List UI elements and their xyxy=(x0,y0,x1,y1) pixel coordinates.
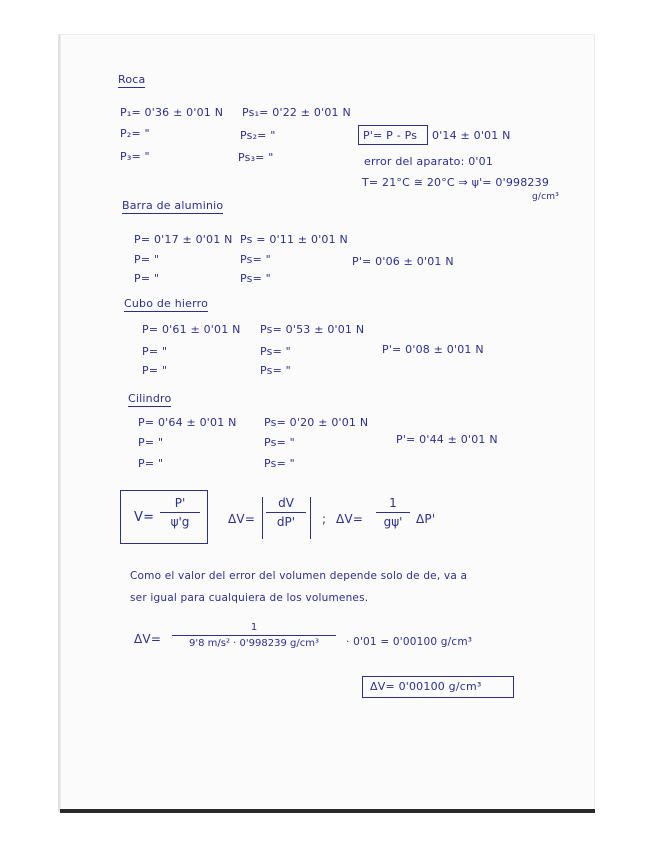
roca-ps1: Ps₁= 0'22 ± 0'01 N xyxy=(242,106,351,119)
volume-fraction xyxy=(160,496,200,529)
cilindro-result: P'= 0'44 ± 0'01 N xyxy=(396,433,498,446)
hierro-ps1: Ps= 0'53 ± 0'01 N xyxy=(260,323,365,336)
aluminio-ps2: Ps= " xyxy=(240,253,271,266)
final-result: ΔV= 0'00100 g/cm³ xyxy=(370,680,482,693)
volume-numerator: P' xyxy=(174,496,186,510)
fraction-bar xyxy=(172,635,336,636)
final-lhs: ΔV= xyxy=(134,632,162,646)
section-heading-aluminio: Barra de aluminio xyxy=(122,199,224,212)
fraction-bar xyxy=(266,512,306,513)
roca-ps2: Ps₂= " xyxy=(240,129,276,142)
cilindro-ps1: Ps= 0'20 ± 0'01 N xyxy=(264,416,369,429)
derivative-denominator: dP' xyxy=(276,515,296,529)
hierro-p3: P= " xyxy=(142,364,168,377)
hierro-ps2: Ps= " xyxy=(260,345,291,358)
section-heading-hierro: Cubo de hierro xyxy=(124,297,209,310)
aluminio-p1: P= 0'17 ± 0'01 N xyxy=(134,233,233,246)
volume-lhs: V= xyxy=(134,510,155,525)
cilindro-p2: P= " xyxy=(138,436,164,449)
roca-result: 0'14 ± 0'01 N xyxy=(432,129,511,142)
hierro-result: P'= 0'08 ± 0'01 N xyxy=(382,343,484,356)
abs-bar-right xyxy=(310,497,311,539)
roca-density-unit: g/cm³ xyxy=(532,192,560,202)
aluminio-p3: P= " xyxy=(134,272,160,285)
final-fraction xyxy=(172,622,336,649)
roca-ps3: Ps₃= " xyxy=(238,151,274,164)
derivative-fraction xyxy=(266,496,306,529)
roca-formula: P'= P - Ps xyxy=(363,129,418,142)
hierro-p1: P= 0'61 ± 0'01 N xyxy=(142,323,241,336)
page-bottom-edge xyxy=(60,809,595,813)
dv2-lhs: ΔV= xyxy=(336,512,364,526)
section-heading-roca: Roca xyxy=(118,73,146,86)
fraction-bar xyxy=(160,512,200,513)
abs-bar-left xyxy=(262,497,263,539)
roca-p2: P₂= " xyxy=(120,127,150,140)
hierro-ps3: Ps= " xyxy=(260,364,291,377)
cilindro-p3: P= " xyxy=(138,457,164,470)
note-line-2: ser igual para cualquiera de los volumenes. xyxy=(130,592,369,604)
roca-error-note: error del aparato: 0'01 xyxy=(364,155,494,168)
aluminio-p2: P= " xyxy=(134,253,160,266)
hierro-p2: P= " xyxy=(142,345,168,358)
cilindro-ps2: Ps= " xyxy=(264,436,295,449)
inverse-numerator: 1 xyxy=(389,496,397,510)
cilindro-p1: P= 0'64 ± 0'01 N xyxy=(138,416,237,429)
final-numerator: 1 xyxy=(250,622,258,633)
inverse-fraction xyxy=(376,496,410,529)
inverse-denominator: gψ' xyxy=(383,515,403,529)
final-denominator: 9'8 m/s² · 0'998239 g/cm³ xyxy=(189,638,319,649)
cilindro-ps3: Ps= " xyxy=(264,457,295,470)
dv-lhs: ΔV= xyxy=(228,512,256,526)
aluminio-result: P'= 0'06 ± 0'01 N xyxy=(352,255,454,268)
fraction-bar xyxy=(376,512,410,513)
dv2-rhs: ΔP' xyxy=(416,512,436,526)
final-rhs: · 0'01 = 0'00100 g/cm³ xyxy=(346,636,473,648)
section-heading-cilindro: Cilindro xyxy=(128,392,172,405)
roca-p1: P₁= 0'36 ± 0'01 N xyxy=(120,106,224,119)
roca-p3: P₃= " xyxy=(120,150,150,163)
aluminio-ps3: Ps= " xyxy=(240,272,271,285)
aluminio-ps1: Ps = 0'11 ± 0'01 N xyxy=(240,233,348,246)
derivative-numerator: dV xyxy=(278,496,294,510)
roca-temperature: T= 21°C ≅ 20°C ⇒ ψ'= 0'998239 xyxy=(362,176,550,189)
separator: ; xyxy=(322,512,327,526)
note-line-1: Como el valor del error del volumen depende solo de de, va a xyxy=(130,570,468,582)
volume-denominator: ψ'g xyxy=(170,515,190,529)
